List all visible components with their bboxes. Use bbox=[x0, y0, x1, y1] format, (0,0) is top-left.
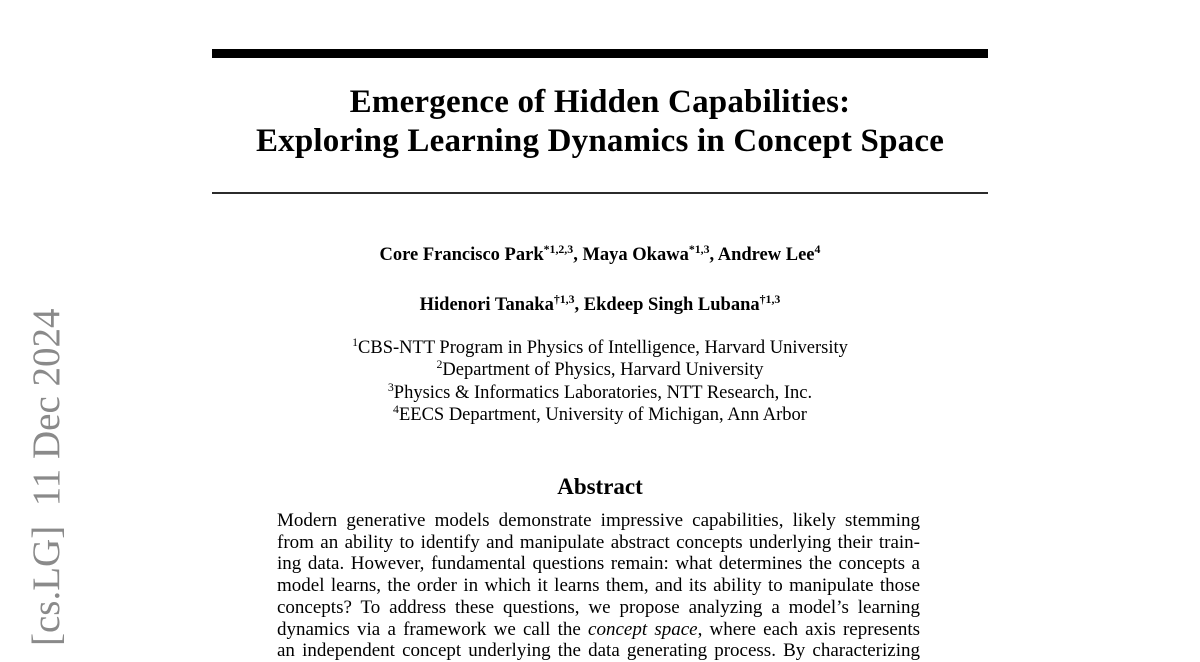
affiliation-superscript: 3 bbox=[387, 379, 394, 394]
author-superscript: †1,3 bbox=[553, 291, 575, 306]
author-superscript: 4 bbox=[814, 241, 821, 256]
abstract-line: ing data. However, fundamental questions remain: what determines the concepts a bbox=[277, 553, 920, 575]
abstract-heading: Abstract bbox=[557, 474, 643, 499]
affiliations-block bbox=[212, 334, 988, 427]
affiliation-superscript: 1 bbox=[352, 334, 359, 349]
paper-title bbox=[212, 83, 988, 161]
author-name: , Andrew Lee bbox=[709, 245, 815, 265]
author-line-1 bbox=[212, 241, 988, 266]
affiliation-text: EECS Department, University of Michigan, Ann Arbor bbox=[398, 405, 807, 426]
abstract-line: from an ability to identify and manipulate abstract concepts underlying their train- bbox=[277, 531, 920, 553]
abstract-line bbox=[277, 619, 920, 641]
author-name: , Maya Okawa bbox=[573, 245, 689, 265]
abstract-line-text: , where each axis represents bbox=[697, 618, 921, 640]
author-name: , Ekdeep Singh Lubana bbox=[574, 295, 760, 315]
abstract-line-text: dynamics via a framework we call the bbox=[277, 618, 589, 640]
paper-title-line1: Emergence of Hidden Capabilities: bbox=[349, 84, 851, 120]
abstract-line: concepts? To address these questions, we propose analyzing a model’s learning bbox=[277, 596, 920, 618]
author-line-2 bbox=[212, 291, 988, 316]
author-name: Hidenori Tanaka bbox=[419, 295, 554, 315]
abstract-line: model learns, the order in which it learns them, and its ability to manipulate those bbox=[277, 575, 920, 597]
affiliation-superscript: 2 bbox=[436, 357, 443, 372]
author-superscript: †1,3 bbox=[759, 291, 781, 306]
abstract-line-clipped: an independent concept underlying the data generating process. By characterizing bbox=[277, 640, 920, 662]
paper-title-line2: Exploring Learning Dynamics in Concept Space bbox=[255, 123, 945, 159]
title-rule-bottom bbox=[212, 192, 988, 194]
affiliation-text: CBS-NTT Program in Physics of Intelligence, Harvard University bbox=[358, 338, 848, 358]
affiliation-line bbox=[212, 334, 988, 359]
author-name: Core Francisco Park bbox=[379, 245, 544, 265]
author-superscript: *1,2,3 bbox=[543, 241, 574, 256]
concept-space-italic: concept space bbox=[588, 618, 698, 640]
arxiv-watermark: [cs.LG] 11 Dec 2024 bbox=[25, 308, 68, 646]
affiliation-text: Department of Physics, Harvard University bbox=[442, 360, 764, 381]
affiliation-superscript: 4 bbox=[393, 402, 399, 417]
affiliation-line bbox=[212, 404, 988, 426]
affiliation-line bbox=[212, 359, 988, 381]
affiliation-text: Physics & Informatics Laboratories, NTT Research, Inc. bbox=[393, 382, 813, 403]
abstract-line: Modern generative models demonstrate impressive capabilities, likely stemming bbox=[277, 510, 920, 531]
affiliation-line bbox=[212, 379, 988, 404]
title-rule-top bbox=[212, 49, 988, 58]
abstract-paragraph bbox=[277, 510, 920, 662]
author-superscript: *1,3 bbox=[688, 241, 710, 256]
